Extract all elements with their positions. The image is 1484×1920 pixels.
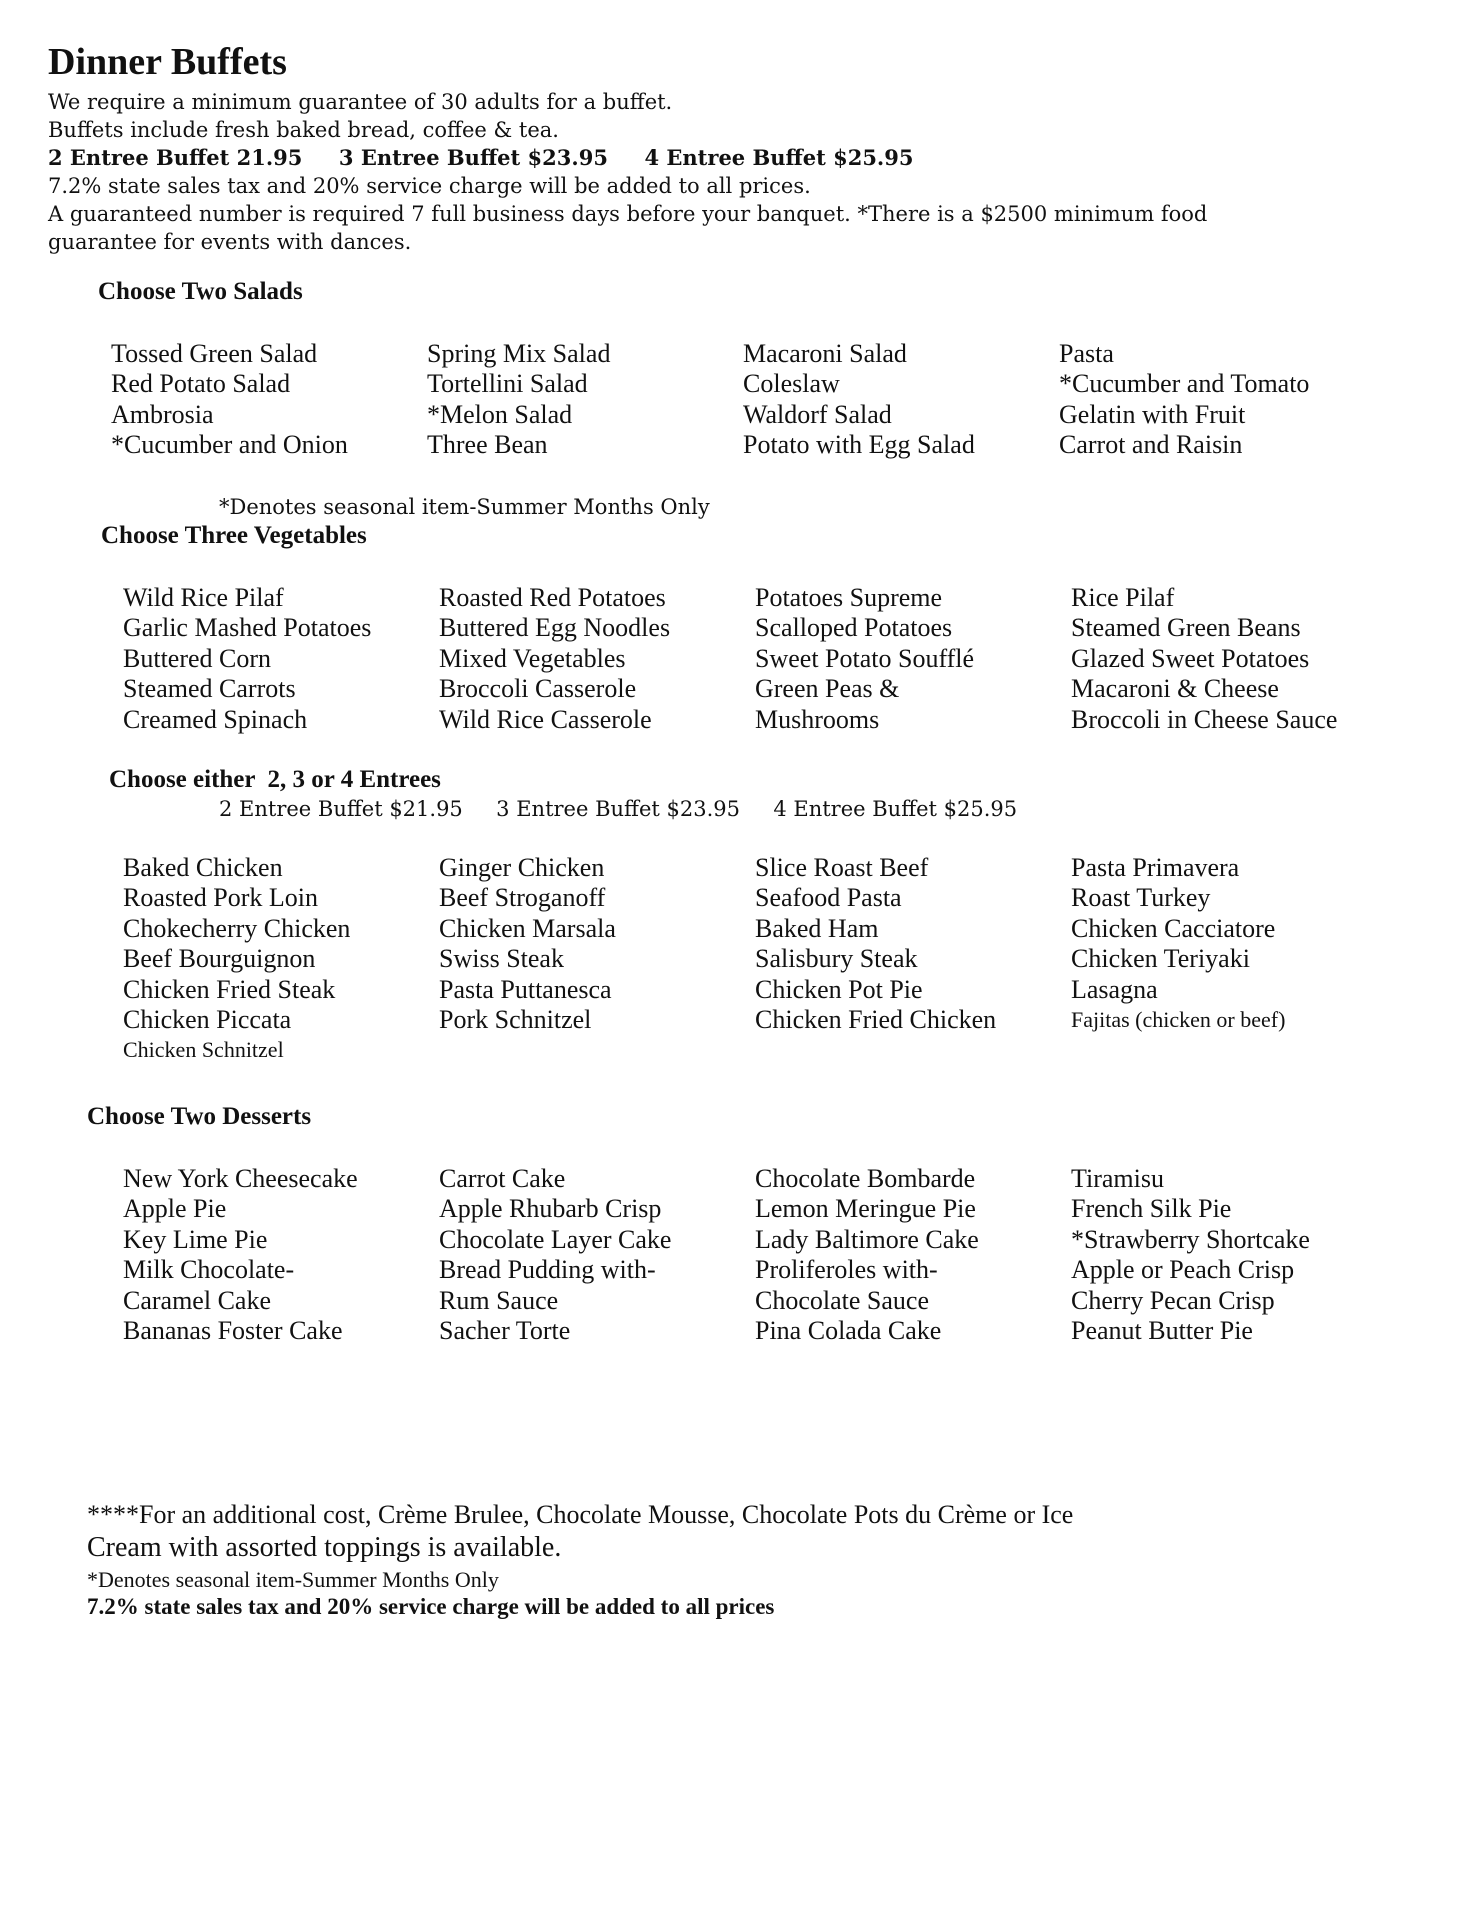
menu-item: Key Lime Pie	[123, 1224, 268, 1254]
menu-item: New York Cheesecake	[123, 1164, 358, 1193]
menu-item: Sacher Torte	[439, 1316, 571, 1346]
menu-item: Roast Turkey	[1071, 883, 1211, 913]
menu-item: Sweet Potato Soufflé	[755, 643, 975, 673]
menu-item: Waldorf Salad	[743, 399, 892, 429]
menu-item: Pork Schnitzel	[439, 1005, 592, 1035]
menu-item: Peanut Butter Pie	[1071, 1316, 1253, 1346]
page-title: Dinner Buffets	[48, 41, 287, 83]
menu-item: Caramel Cake	[123, 1285, 271, 1315]
menu-item: Apple or Peach Crisp	[1071, 1255, 1295, 1285]
menu-item: Cherry Pecan Crisp	[1071, 1285, 1275, 1315]
menu-item: Beef Bourguignon	[123, 944, 316, 974]
additional-cost-line-1: ****For an additional cost, Crème Brulee, Chocolate Mousse, Chocolate Pots du Crème or Ice	[87, 1500, 1074, 1529]
minimum-guarantee-text: We require a minimum guarantee of 30 adults for a buffet.	[48, 90, 673, 114]
salads-column-2	[427, 339, 610, 461]
menu-item: *Strawberry Shortcake	[1071, 1224, 1310, 1254]
menu-item: *Cucumber and Tomato	[1059, 369, 1310, 399]
menu-item: Scalloped Potatoes	[755, 613, 953, 643]
menu-item: Apple Rhubarb Crisp	[439, 1194, 662, 1224]
menu-item: Salisbury Steak	[755, 944, 918, 974]
menu-item: Beef Stroganoff	[439, 883, 606, 913]
menu-item: Chicken Schnitzel	[123, 1037, 284, 1063]
menu-item: Baked Ham	[755, 913, 879, 943]
buffet-prices-text: 2 Entree Buffet 21.95 3 Entree Buffet $23.95 4 Entree Buffet $25.95	[48, 145, 914, 170]
entrees-column-1	[123, 853, 350, 1066]
menu-item: Red Potato Salad	[111, 369, 291, 399]
menu-item: Broccoli Casserole	[439, 674, 637, 704]
menu-item: *Melon Salad	[427, 399, 573, 429]
menu-item: Chicken Fried Chicken	[755, 1005, 997, 1035]
menu-item: Tiramisu	[1071, 1164, 1164, 1193]
footer-seasonal-note: *Denotes seasonal item-Summer Months Only	[87, 1567, 499, 1592]
menu-item: Macaroni Salad	[743, 339, 907, 368]
menu-item: Coleslaw	[743, 369, 840, 399]
menu-item: Lemon Meringue Pie	[755, 1194, 976, 1224]
tax-notice-text: 7.2% state sales tax and 20% service charge will be added to all prices.	[48, 174, 811, 198]
menu-item: Glazed Sweet Potatoes	[1071, 643, 1310, 673]
desserts-column-4	[1071, 1164, 1310, 1346]
menu-item: Roasted Red Potatoes	[439, 583, 666, 612]
menu-item: *Cucumber and Onion	[111, 430, 348, 460]
menu-item: Creamed Spinach	[123, 704, 308, 734]
desserts-heading: Choose Two Desserts	[87, 1103, 312, 1130]
entrees-heading: Choose either 2, 3 or 4 Entrees	[109, 766, 441, 793]
menu-item: Chocolate Layer Cake	[439, 1224, 672, 1254]
footer-tax-notice: 7.2% state sales tax and 20% service charge will be added to all prices	[87, 1594, 775, 1619]
menu-item: Mushrooms	[755, 704, 880, 734]
menu-item: Rice Pilaf	[1071, 583, 1175, 612]
menu-item: Potatoes Supreme	[755, 583, 943, 612]
menu-item: Slice Roast Beef	[755, 853, 929, 882]
menu-item: Chocolate Sauce	[755, 1285, 929, 1315]
vegetables-heading: Choose Three Vegetables	[101, 522, 367, 549]
vegetables-column-1	[123, 583, 371, 735]
menu-item: Rum Sauce	[439, 1285, 559, 1315]
menu-item: Wild Rice Casserole	[439, 704, 652, 734]
menu-item: Steamed Carrots	[123, 674, 296, 704]
menu-item: Tortellini Salad	[427, 369, 588, 399]
menu-item: Carrot and Raisin	[1059, 430, 1243, 460]
menu-item: Pina Colada Cake	[755, 1316, 942, 1346]
menu-item: French Silk Pie	[1071, 1194, 1232, 1224]
guarantee-notice-line-1: A guaranteed number is required 7 full business days before your banquet. *There is a $2500 minimum food	[48, 202, 1208, 226]
menu-item: Three Bean	[427, 430, 548, 460]
menu-item: Ginger Chicken	[439, 853, 605, 882]
entrees-column-3	[755, 853, 996, 1035]
guarantee-notice-line-2: guarantee for events with dances.	[48, 230, 412, 254]
menu-item: Baked Chicken	[123, 853, 283, 882]
menu-item: Seafood Pasta	[755, 883, 902, 913]
salads-heading: Choose Two Salads	[98, 278, 303, 305]
menu-item: Green Peas &	[755, 674, 900, 704]
vegetables-column-4	[1071, 583, 1337, 735]
salads-column-4	[1059, 339, 1309, 461]
menu-item: Buttered Corn	[123, 643, 272, 673]
buffet-includes-text: Buffets include fresh baked bread, coffee & tea.	[48, 118, 559, 142]
menu-item: Chocolate Bombarde	[755, 1164, 976, 1193]
desserts-column-3	[755, 1164, 979, 1346]
salads-column-1	[111, 339, 348, 461]
menu-item: Fajitas (chicken or beef)	[1071, 1007, 1286, 1033]
menu-item: Chicken Piccata	[123, 1005, 292, 1035]
additional-cost-line-2: Cream with assorted toppings is available.	[87, 1532, 562, 1563]
menu-item: Lasagna	[1071, 974, 1158, 1004]
desserts-column-2	[439, 1164, 671, 1346]
menu-item: Pasta	[1059, 339, 1114, 368]
menu-item: Chicken Marsala	[439, 913, 616, 943]
seasonal-note: *Denotes seasonal item-Summer Months Only	[219, 495, 710, 519]
menu-item: Roasted Pork Loin	[123, 883, 318, 913]
entree-prices-text: 2 Entree Buffet $21.95 3 Entree Buffet $23.95 4 Entree Buffet $25.95	[219, 797, 1018, 821]
vegetables-column-3	[755, 583, 974, 735]
menu-item: Potato with Egg Salad	[743, 430, 975, 460]
menu-item: Lady Baltimore Cake	[755, 1224, 979, 1254]
salads-column-3	[743, 339, 975, 461]
menu-item: Pasta Primavera	[1071, 853, 1240, 882]
menu-item: Tossed Green Salad	[111, 339, 318, 368]
menu-item: Chokecherry Chicken	[123, 913, 351, 943]
entrees-column-2	[439, 853, 616, 1035]
menu-item: Proliferoles with-	[755, 1255, 938, 1285]
desserts-column-1	[123, 1164, 358, 1346]
menu-item: Mixed Vegetables	[439, 643, 626, 673]
menu-item: Apple Pie	[123, 1194, 227, 1224]
menu-item: Macaroni & Cheese	[1071, 674, 1279, 704]
menu-item: Pasta Puttanesca	[439, 974, 612, 1004]
menu-item: Chicken Pot Pie	[755, 974, 923, 1004]
menu-item: Buttered Egg Noodles	[439, 613, 671, 643]
entrees-column-4	[1071, 853, 1285, 1035]
menu-item: Chicken Teriyaki	[1071, 944, 1250, 974]
menu-item: Steamed Green Beans	[1071, 613, 1301, 643]
menu-item: Broccoli in Cheese Sauce	[1071, 704, 1338, 734]
menu-item: Spring Mix Salad	[427, 339, 611, 368]
menu-item: Chicken Fried Steak	[123, 974, 336, 1004]
menu-item: Ambrosia	[111, 399, 214, 429]
menu-item: Garlic Mashed Potatoes	[123, 613, 372, 643]
menu-item: Bread Pudding with-	[439, 1255, 656, 1285]
menu-item: Milk Chocolate-	[123, 1255, 295, 1285]
menu-item: Chicken Cacciatore	[1071, 913, 1276, 943]
menu-item: Gelatin with Fruit	[1059, 399, 1246, 429]
vegetables-column-2	[439, 583, 670, 735]
menu-item: Bananas Foster Cake	[123, 1316, 343, 1346]
menu-item: Wild Rice Pilaf	[123, 583, 284, 612]
menu-item: Carrot Cake	[439, 1164, 566, 1193]
menu-item: Swiss Steak	[439, 944, 564, 974]
